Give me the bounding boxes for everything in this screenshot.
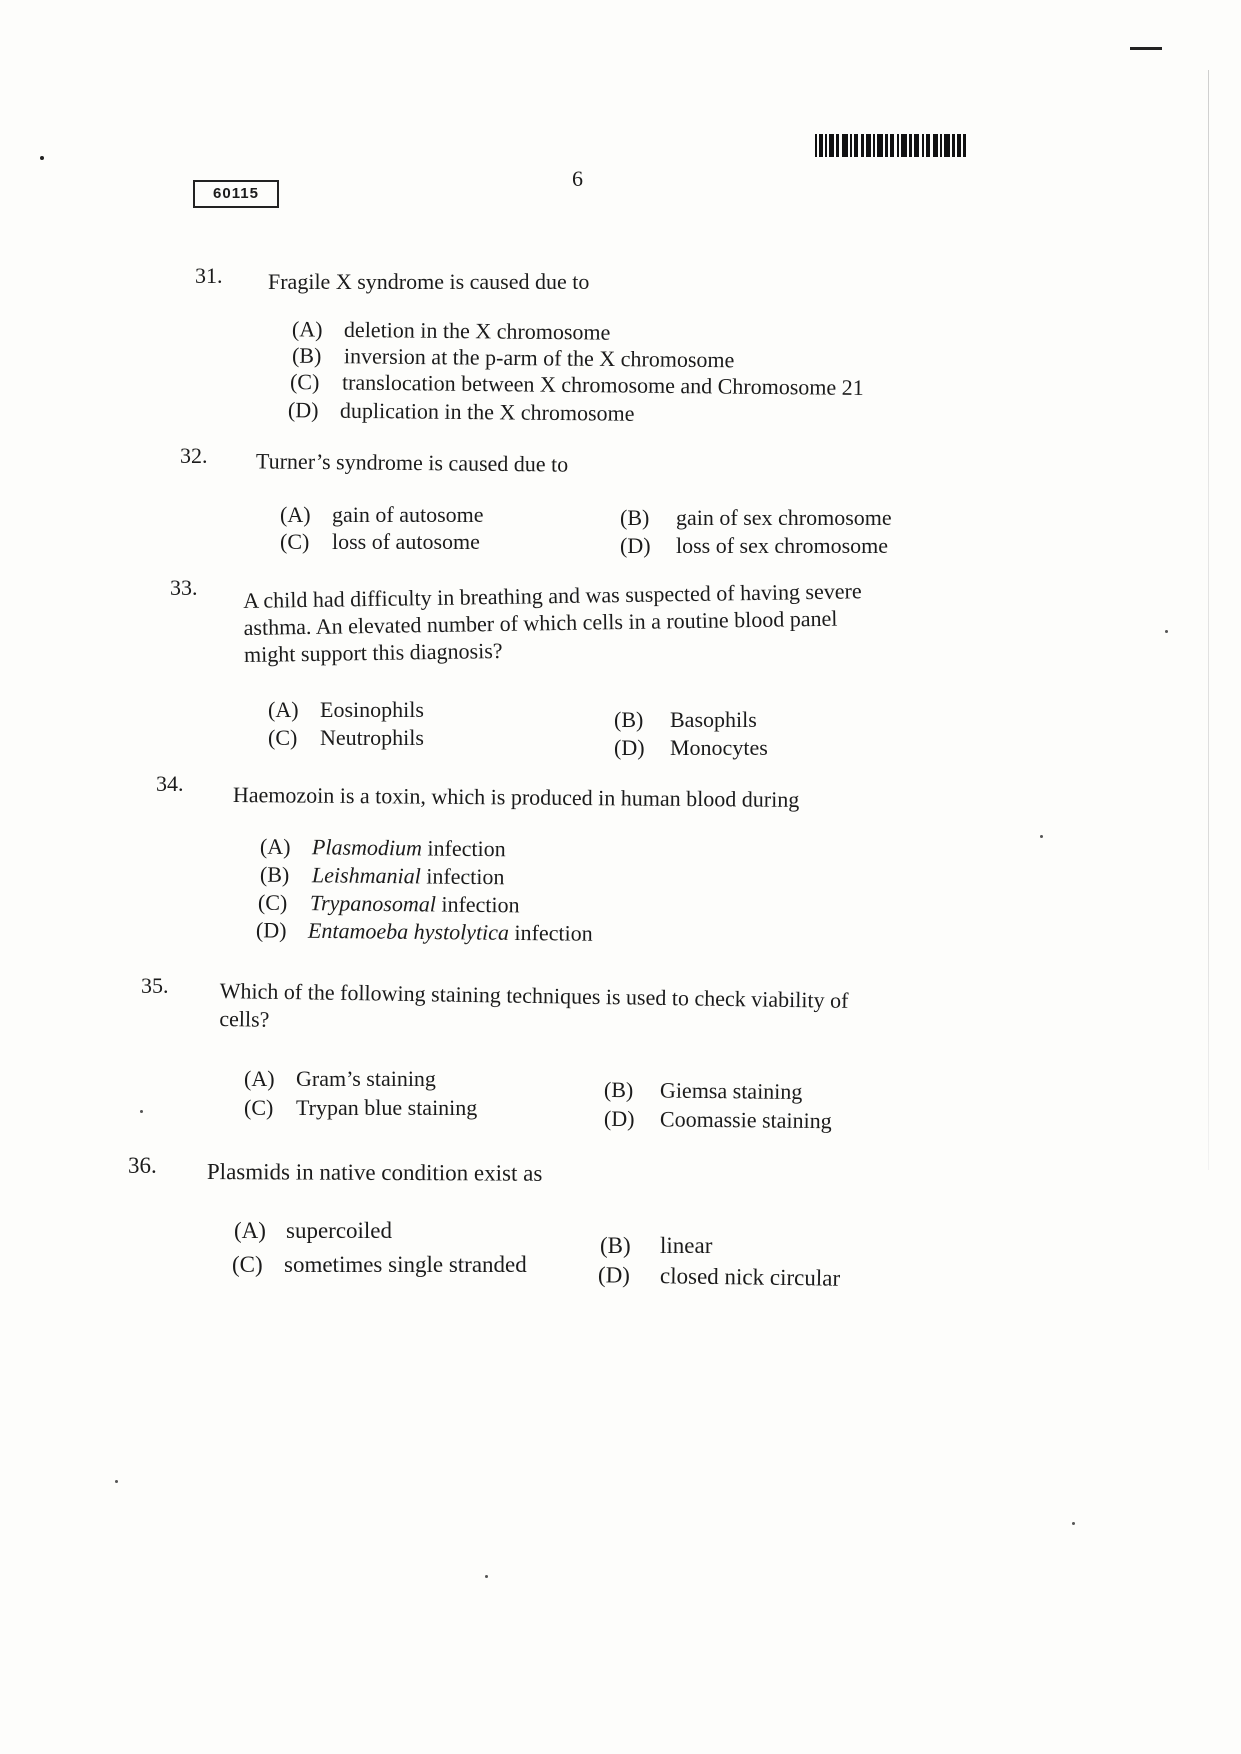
option-c bbox=[258, 890, 520, 919]
question-stem: Plasmids in native condition exist as bbox=[206, 1159, 543, 1186]
stem-line: Which of the following staining techniques is used to check viability of bbox=[219, 977, 849, 1013]
question-number: 31. bbox=[195, 263, 223, 288]
option-a bbox=[244, 1066, 436, 1092]
speck bbox=[115, 1480, 118, 1483]
option-label: (B) bbox=[620, 505, 650, 530]
option-text: translocation between X chromosome and Chromosome 21 bbox=[341, 369, 864, 401]
option-label: (A) bbox=[244, 1066, 275, 1091]
stem-line: might support this diagnosis? bbox=[243, 637, 503, 667]
option-text: infection bbox=[508, 919, 593, 946]
question-stem bbox=[219, 977, 849, 1043]
barcode bbox=[815, 134, 966, 157]
option-text: infection bbox=[421, 835, 506, 862]
option-text: closed nick circular bbox=[659, 1263, 841, 1291]
option-label: (D) bbox=[614, 735, 645, 760]
option-d bbox=[256, 917, 593, 947]
option-label: (B) bbox=[603, 1076, 634, 1103]
option-text: gain of sex chromosome bbox=[676, 505, 892, 530]
option-b bbox=[620, 505, 892, 531]
option-text: infection bbox=[420, 863, 505, 890]
option-label: (D) bbox=[603, 1105, 635, 1132]
stem-line: cells? bbox=[219, 1005, 270, 1032]
option-label: (A) bbox=[291, 316, 323, 342]
option-a bbox=[292, 316, 611, 345]
option-text: supercoiled bbox=[286, 1218, 393, 1243]
question-stem: Turner’s syndrome is caused due to bbox=[255, 448, 569, 477]
option-text: sometimes single stranded bbox=[284, 1252, 527, 1277]
option-d bbox=[288, 397, 635, 427]
corner-mark bbox=[1130, 47, 1162, 50]
question-number: 36. bbox=[128, 1153, 157, 1178]
option-c bbox=[232, 1252, 527, 1278]
speck bbox=[1165, 630, 1168, 633]
option-text: infection bbox=[435, 891, 520, 918]
option-label: (B) bbox=[259, 861, 290, 888]
option-text: Coomassie staining bbox=[659, 1106, 832, 1134]
option-c bbox=[290, 369, 864, 401]
option-text: Gram’s staining bbox=[296, 1066, 436, 1091]
option-b bbox=[604, 1077, 803, 1105]
option-d bbox=[598, 1262, 840, 1291]
option-a bbox=[234, 1218, 392, 1244]
option-label: (C) bbox=[232, 1252, 263, 1277]
option-label: (D) bbox=[255, 917, 287, 943]
option-text: loss of sex chromosome bbox=[676, 533, 889, 558]
option-text: loss of autosome bbox=[332, 529, 480, 554]
option-text: Monocytes bbox=[670, 735, 768, 760]
option-label: (A) bbox=[268, 697, 299, 722]
option-text: duplication in the X chromosome bbox=[339, 397, 635, 426]
option-text: linear bbox=[660, 1233, 713, 1258]
option-b bbox=[614, 707, 757, 733]
option-label: (C) bbox=[244, 1095, 274, 1120]
stem-line: asthma. An elevated number of which cells in a routine blood panel bbox=[243, 605, 838, 640]
option-text: gain of autosome bbox=[332, 502, 484, 527]
option-label: (B) bbox=[600, 1233, 631, 1258]
organism-name: Plasmodium bbox=[311, 834, 423, 861]
option-text: Trypan blue staining bbox=[296, 1095, 478, 1120]
option-c bbox=[280, 529, 480, 555]
option-a bbox=[268, 697, 424, 723]
option-label: (A) bbox=[280, 502, 311, 527]
option-label: (A) bbox=[259, 833, 291, 860]
option-label: (B) bbox=[291, 342, 322, 368]
question-number: 35. bbox=[141, 973, 169, 998]
speck bbox=[485, 1575, 488, 1578]
speck bbox=[140, 1110, 143, 1113]
option-b bbox=[600, 1233, 712, 1259]
option-text: Basophils bbox=[670, 707, 757, 732]
stem-line: A child had difficulty in breathing and was suspected of having severe bbox=[243, 578, 862, 613]
speck bbox=[40, 156, 44, 160]
question-number: 34. bbox=[156, 771, 184, 796]
paper-code-box: 60115 bbox=[193, 180, 279, 208]
question-stem: Haemozoin is a toxin, which is produced in human blood during bbox=[232, 782, 800, 812]
option-c bbox=[244, 1095, 477, 1121]
question-stem: Fragile X syndrome is caused due to bbox=[268, 269, 590, 294]
option-text: Eosinophils bbox=[320, 697, 424, 722]
question-number: 32. bbox=[180, 443, 208, 468]
option-a bbox=[280, 502, 484, 528]
option-d bbox=[620, 533, 888, 559]
option-label: (C) bbox=[268, 725, 298, 750]
organism-name: Trypanosomal bbox=[309, 890, 437, 917]
option-label: (B) bbox=[614, 707, 644, 732]
scan-edge-line bbox=[1208, 70, 1209, 1170]
speck bbox=[1040, 835, 1043, 838]
option-label: (C) bbox=[257, 889, 288, 915]
option-label: (C) bbox=[289, 368, 320, 395]
question-number: 33. bbox=[170, 575, 198, 600]
option-label: (D) bbox=[620, 533, 651, 558]
option-text: deletion in the X chromosome bbox=[343, 316, 611, 345]
page-number: 6 bbox=[572, 166, 583, 191]
option-label: (C) bbox=[280, 529, 310, 554]
organism-name: Leishmanial bbox=[311, 862, 421, 889]
option-c bbox=[268, 725, 424, 751]
option-b bbox=[260, 862, 505, 891]
option-text: inversion at the p-arm of the X chromosome bbox=[343, 343, 735, 373]
option-d bbox=[614, 735, 768, 761]
option-text: Giemsa staining bbox=[659, 1077, 803, 1105]
option-label: (A) bbox=[234, 1218, 266, 1243]
organism-name: Entamoeba hystolytica bbox=[307, 917, 510, 945]
option-label: (D) bbox=[597, 1262, 631, 1288]
question-stem bbox=[243, 577, 863, 668]
option-text: Neutrophils bbox=[320, 725, 424, 750]
option-a bbox=[260, 834, 506, 863]
option-d bbox=[604, 1106, 832, 1134]
speck bbox=[1072, 1522, 1075, 1525]
option-label: (D) bbox=[287, 397, 319, 423]
